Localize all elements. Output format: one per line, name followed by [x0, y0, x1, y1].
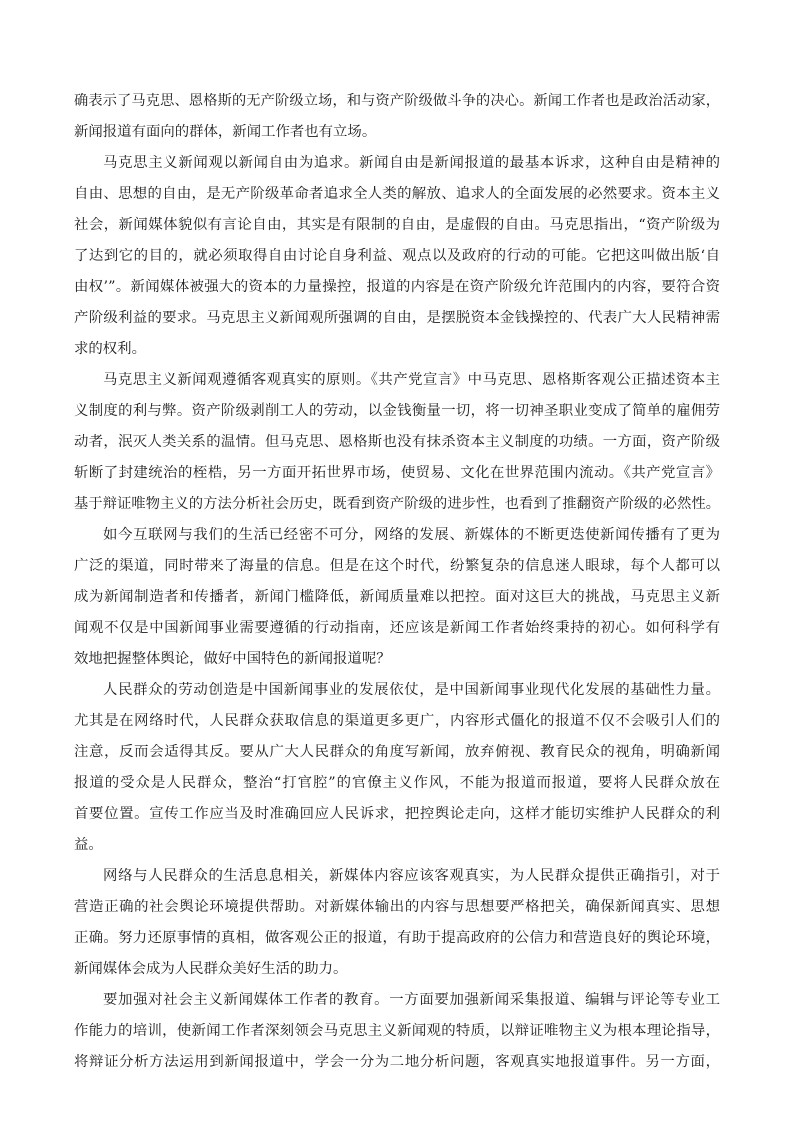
text-line: 首要位置。宣传工作应当及时准确回应人民诉求，把控舆论走向，这样才能切实维护人民群众的利 — [74, 806, 720, 822]
text-line: 求的权利。 — [74, 341, 146, 357]
text-line: 成为新闻制造者和传播者，新闻门槛降低，新闻质量难以把控。面对这巨大的挑战，马克思主义新 — [74, 589, 720, 605]
text-line: 社会，新闻媒体貌似有言论自由，其实是有限制的自由，是虚假的自由。马克思指出，“资产阶级为 — [74, 217, 720, 233]
text-line: 基于辩证唯物主义的方法分析社会历史，既看到资产阶级的进步性，也看到了推翻资产阶级的必然性。 — [74, 496, 720, 512]
text-line: 网络与人民群众的生活息息相关，新媒体内容应该客观真实，为人民群众提供正确指引，对于 — [103, 868, 720, 884]
text-line: 斩断了封建统治的桎梏，另一方面开拓世界市场，使贸易、文化在世界范围内流动。《共产党宣言》 — [74, 465, 720, 481]
text-line: 作能力的培训，使新闻工作者深刻领会马克思主义新闻观的特质，以辩证唯物主义为根本理论指导， — [74, 1023, 720, 1039]
text-line: 益。 — [74, 837, 103, 853]
text-line: 营造正确的社会舆论环境提供帮助。对新媒体输出的内容与思想要严格把关，确保新闻真实、思想 — [74, 899, 720, 915]
text-line: 如今互联网与我们的生活已经密不可分，网络的发展、新媒体的不断更迭使新闻传播有了更为 — [103, 527, 720, 543]
text-line: 注意，反而会适得其反。要从广大人民群众的角度写新闻，放弃俯视、教育民众的视角，明确新闻 — [74, 744, 720, 760]
text-line: 产阶级利益的要求。马克思主义新闻观所强调的自由，是摆脱资本金钱操控的、代表广大人民精神需 — [74, 310, 720, 326]
text-line: 报道的受众是人民群众，整治“打官腔”的官僚主义作风，不能为报道而报道，要将人民群众放在 — [74, 775, 720, 791]
text-line: 人民群众的劳动创造是中国新闻事业的发展依仗，是中国新闻事业现代化发展的基础性力量。 — [103, 682, 720, 698]
text-line: 要加强对社会主义新闻媒体工作者的教育。一方面要加强新闻采集报道、编辑与评论等专业工 — [103, 992, 720, 1008]
text-line: 效地把握整体舆论，做好中国特色的新闻报道呢？ — [74, 651, 391, 667]
text-line: 正确。努力还原事情的真相，做客观公正的报道，有助于提高政府的公信力和营造良好的舆论环境， — [74, 930, 720, 946]
text-line: 将辩证分析方法运用到新闻报道中，学会一分为二地分析问题，客观真实地报道事件。另一方面， — [74, 1054, 720, 1070]
text-line: 马克思主义新闻观遵循客观真实的原则。《共产党宣言》中马克思、恩格斯客观公正描述资本主 — [103, 372, 720, 388]
text-line: 动者，泯灭人类关系的温情。但马克思、恩格斯也没有抹杀资本主义制度的功绩。一方面，资产阶级 — [74, 434, 720, 450]
text-line: 马克思主义新闻观以新闻自由为追求。新闻自由是新闻报道的最基本诉求，这种自由是精神的 — [103, 155, 720, 171]
text-line: 确表示了马克思、恩格斯的无产阶级立场，和与资产阶级做斗争的决心。新闻工作者也是政治活动家， — [74, 93, 720, 109]
text-line: 新闻媒体会成为人民群众美好生活的助力。 — [74, 961, 348, 977]
text-line: 义制度的利与弊。资产阶级剥削工人的劳动，以金钱衡量一切，将一切神圣职业变成了简单的雇佣劳 — [74, 403, 720, 419]
text-line: 自由、思想的自由，是无产阶级革命者追求全人类的解放、追求人的全面发展的必然要求。资本主义 — [74, 186, 720, 202]
text-line: 广泛的渠道，同时带来了海量的信息。但是在这个时代，纷繁复杂的信息迷人眼球，每个人都可以 — [74, 558, 720, 574]
text-line: 由权’”。新闻媒体被强大的资本的力量操控，报道的内容是在资产阶级允许范围内的内容，要符合资 — [74, 279, 720, 295]
text-line: 尤其是在网络时代，人民群众获取信息的渠道更多更广，内容形式僵化的报道不仅不会吸引人们的 — [74, 713, 720, 729]
text-line: 闻观不仅是中国新闻事业需要遵循的行动指南，还应该是新闻工作者始终秉持的初心。如何科学有 — [74, 620, 720, 636]
text-line: 新闻报道有面向的群体，新闻工作者也有立场。 — [74, 124, 377, 140]
text-line: 了达到它的目的，就必须取得自由讨论自身利益、观点以及政府的行动的可能。它把这叫做出版‘自 — [74, 248, 720, 264]
